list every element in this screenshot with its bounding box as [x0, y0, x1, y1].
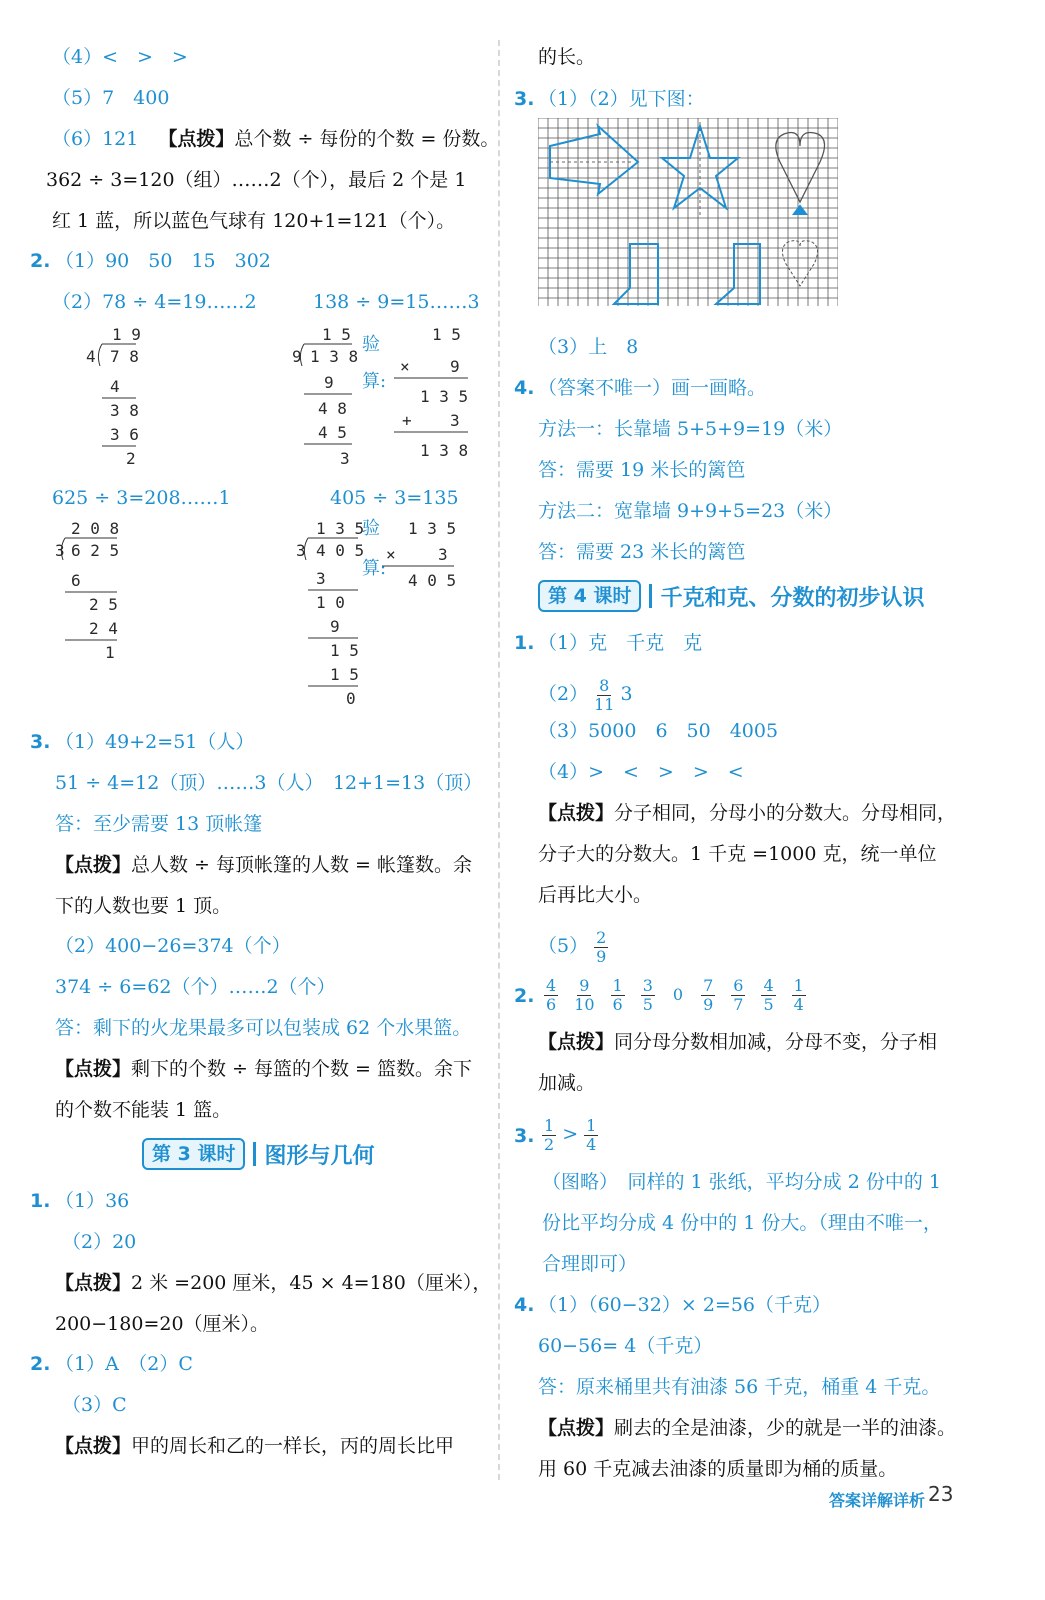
svg-text:×: × [400, 357, 410, 376]
hint-text: 的个数不能装 1 篮。 [55, 1099, 232, 1121]
svg-text:9: 9 [324, 373, 334, 392]
long-division-625-3 [55, 516, 135, 666]
question-number: 2. [30, 1353, 51, 1375]
hint-text: 分子相同，分母小的分数大。分母相同， [614, 802, 957, 824]
answer-line: （1）（2）见下图： [538, 88, 705, 110]
svg-text:4 0 5: 4 0 5 [408, 571, 457, 590]
fraction: $\frac{9}{10}$ [574, 975, 595, 1014]
answer-line: 份比平均分成 4 份中的 1 份大。（理由不唯一， [542, 1212, 942, 1234]
question-number: 4. [514, 1294, 535, 1316]
fraction: $\frac{2}{9}$ [596, 927, 607, 966]
fraction: $\frac{8}{11}$ [594, 675, 615, 714]
answer-line: 625 ÷ 3=208……1 [52, 487, 231, 509]
fraction: $\frac{4}{5}$ [763, 975, 774, 1014]
answer-line: （3）C [62, 1394, 127, 1416]
question-number: 1. [514, 632, 535, 654]
hint-line [538, 801, 956, 825]
hint-line [55, 1271, 491, 1295]
hint-tag: 【点拨】 [55, 1058, 132, 1080]
answer-line: （1）克 千克 克 [538, 632, 703, 654]
svg-text:4 5: 4 5 [318, 423, 347, 442]
answer-line: 答：至少需要 13 顶帐篷 [55, 813, 263, 835]
fraction: $\frac{6}{7}$ [733, 975, 744, 1014]
hint-text: 后再比大小。 [538, 884, 653, 906]
hint-line [55, 1057, 472, 1081]
svg-text:3 6: 3 6 [110, 425, 139, 444]
lesson-title: 图形与几何 [264, 1143, 375, 1169]
hint-tag: 【点拨】 [538, 802, 615, 824]
answer-line: 答：原来桶里共有油漆 56 千克，桶重 4 千克。 [538, 1376, 941, 1398]
answer-line: 60−56= 4（千克） [538, 1335, 713, 1357]
svg-text:+: + [402, 411, 412, 430]
svg-text:3: 3 [438, 545, 448, 564]
lesson-pill: 第 3 课时 [142, 1138, 245, 1170]
answer-line: 方法二：宽靠墙 9+9+5=23（米） [538, 500, 843, 522]
answer-text: （6）121 [52, 128, 139, 150]
hint-text: 200−180=20（厘米）。 [55, 1313, 270, 1335]
fraction: $\frac{1}{6}$ [612, 975, 623, 1014]
svg-text:9: 9 [330, 617, 340, 636]
svg-text:3: 3 [55, 541, 65, 560]
svg-text:1 5: 1 5 [322, 325, 351, 344]
svg-text:6 2 5: 6 2 5 [71, 541, 120, 560]
hint-tag: 【点拨】 [55, 1272, 132, 1294]
hint-text: 总人数 ÷ 每顶帐篷的人数 = 帐篷数。余 [131, 854, 473, 876]
answer-line: （图略） 同样的 1 张纸，平均分成 2 份中的 1 [542, 1171, 941, 1193]
long-division-405-3 [296, 516, 486, 712]
answer-line: （5）7 400 [52, 87, 170, 109]
fraction: 0 [672, 985, 684, 1004]
question-number: 3. [514, 1125, 535, 1147]
check-label: 验 [362, 334, 380, 355]
answer-line [52, 127, 499, 151]
answer-line: 138 ÷ 9=15……3 [313, 291, 480, 313]
grid-figure [538, 118, 838, 306]
svg-text:1 3 8: 1 3 8 [420, 441, 469, 460]
lesson-title: 千克和克、分数的初步认识 [660, 585, 925, 611]
answer-line: 51 ÷ 4=12（顶）……3（人） 12+1=13（顶） [55, 772, 483, 794]
svg-text:1 5: 1 5 [432, 325, 461, 344]
question-number: 3. [30, 731, 51, 753]
figure-shapes [550, 122, 825, 304]
hint-text: 加减。 [538, 1072, 596, 1094]
hint-text: 甲的周长和乙的一样长，丙的周长比甲 [131, 1435, 455, 1457]
svg-text:1 3 5: 1 3 5 [420, 387, 469, 406]
compare-sign: > [562, 1123, 579, 1145]
lesson-pill: 第 4 课时 [538, 580, 641, 612]
fraction: $\frac{1}{2}$ [544, 1115, 555, 1154]
svg-text:1: 1 [105, 643, 115, 662]
lesson-header-4 [538, 580, 924, 612]
hint-tag: 【点拨】 [538, 1417, 615, 1439]
answer-line: 方法一：长靠墙 5+5+9=19（米） [538, 418, 843, 440]
answer-text: 3 [620, 683, 633, 705]
answer-line: （4）< > > [52, 46, 188, 68]
svg-text:9: 9 [450, 357, 460, 376]
answer-line: （4）> < > > < [538, 761, 744, 783]
column-divider [498, 40, 500, 1480]
svg-text:3: 3 [316, 569, 326, 588]
svg-text:1 0: 1 0 [316, 593, 345, 612]
svg-text:4: 4 [110, 377, 120, 396]
hint-text: 的长。 [538, 46, 596, 68]
lesson-separator [649, 584, 652, 608]
lesson-header-3 [142, 1138, 374, 1170]
answer-line: （2）400−26=374（个） [55, 935, 291, 957]
hint-text: 剩下的个数 ÷ 每篮的个数 = 篮数。余下 [131, 1058, 473, 1080]
answer-line: （1）36 [55, 1190, 130, 1212]
fraction: $\frac{3}{5}$ [642, 975, 653, 1014]
footer-label: 答案详解详析 [828, 1491, 925, 1510]
hint-line [538, 1030, 937, 1054]
svg-text:0: 0 [346, 689, 356, 708]
svg-text:6: 6 [71, 571, 81, 590]
answer-line: 答：需要 23 米长的篱笆 [538, 541, 746, 563]
fraction: $\frac{1}{4}$ [586, 1115, 597, 1154]
answer-text: （2） [538, 683, 589, 705]
fraction-list [536, 970, 814, 1019]
svg-text:3: 3 [296, 541, 306, 560]
svg-text:1 3 5: 1 3 5 [316, 519, 365, 538]
fraction: $\frac{1}{4}$ [793, 975, 804, 1014]
svg-text:2: 2 [126, 449, 136, 468]
svg-text:1 5: 1 5 [330, 665, 359, 684]
svg-text:3: 3 [340, 449, 350, 468]
question-number: 4. [514, 377, 535, 399]
hint-text: 用 60 千克减去油漆的质量即为桶的质量。 [538, 1458, 898, 1480]
hint-text: 红 1 蓝，所以蓝色气球有 120+1=121（个）。 [52, 210, 456, 232]
hint-text: 362 ÷ 3=120（组）……2（个），最后 2 个是 1 [46, 169, 467, 191]
question-number: 1. [30, 1190, 51, 1212]
answer-line: （1）49+2=51（人） [55, 731, 255, 753]
answer-line: （3）5000 6 50 4005 [538, 720, 779, 742]
question-number: 2. [30, 250, 51, 272]
hint-text: 总个数 ÷ 每份的个数 = 份数。 [234, 128, 500, 150]
check-label: 算: [362, 371, 387, 392]
svg-text:7 8: 7 8 [110, 347, 139, 366]
fraction: $\frac{7}{9}$ [703, 975, 714, 1014]
hint-text: 下的人数也要 1 顶。 [55, 895, 232, 917]
answer-line: （1）（60−32）× 2=56（千克） [538, 1294, 832, 1316]
long-division-138-9 [290, 322, 490, 472]
hint-line [55, 1434, 454, 1458]
svg-text:3 8: 3 8 [110, 401, 139, 420]
hint-text: 刷去的全是油漆，少的就是一半的油漆。 [614, 1417, 957, 1439]
hint-line [55, 853, 472, 877]
svg-text:4 0 5: 4 0 5 [316, 541, 365, 560]
answer-text: （5） [538, 935, 589, 957]
answer-line [538, 672, 633, 716]
hint-line [538, 1416, 956, 1440]
lesson-separator [253, 1142, 256, 1166]
answer-line: （2）78 ÷ 4=19……2 [52, 291, 257, 313]
answer-line: 合理即可） [542, 1253, 638, 1275]
answer-line: 答：需要 19 米长的篱笆 [538, 459, 746, 481]
svg-text:2 4: 2 4 [89, 619, 118, 638]
svg-text:1 5: 1 5 [330, 641, 359, 660]
question-number: 2. [514, 985, 535, 1007]
svg-text:1 3 5: 1 3 5 [408, 519, 457, 538]
answer-line: （3）上 8 [538, 336, 639, 358]
answer-line: 答：剩下的火龙果最多可以包装成 62 个水果篮。 [55, 1017, 472, 1039]
svg-text:3: 3 [450, 411, 460, 430]
long-division-78-4 [80, 322, 150, 472]
hint-tag: 【点拨】 [55, 854, 132, 876]
answer-line: （1）90 50 15 302 [55, 250, 271, 272]
svg-text:9: 9 [292, 347, 302, 366]
hint-text: 2 米 =200 厘米，45 × 4=180（厘米）， [131, 1272, 492, 1294]
answer-line [538, 924, 614, 968]
svg-text:1 3 8: 1 3 8 [310, 347, 359, 366]
answer-line: （1）A （2）C [55, 1353, 193, 1375]
svg-text:×: × [386, 545, 396, 564]
hint-text: 同分母分数相加减，分母不变，分子相 [614, 1031, 938, 1053]
fraction-compare [536, 1110, 604, 1158]
hint-tag: 【点拨】 [55, 1435, 132, 1457]
svg-text:4: 4 [86, 347, 96, 366]
svg-text:4 8: 4 8 [318, 399, 347, 418]
svg-text:2 0 8: 2 0 8 [71, 519, 120, 538]
answer-line: 405 ÷ 3=135 [330, 487, 459, 509]
check-label: 验 [362, 518, 380, 539]
hint-tag: 【点拨】 [538, 1031, 615, 1053]
answer-line: （2）20 [62, 1231, 137, 1253]
hint-text: 分子大的分数大。1 千克 =1000 克，统一单位 [538, 843, 937, 865]
fraction: $\frac{4}{6}$ [546, 975, 557, 1014]
check-label: 算: [362, 558, 387, 579]
page-number: 23 [928, 1482, 954, 1506]
question-number: 3. [514, 88, 535, 110]
svg-text:1 9: 1 9 [112, 325, 141, 344]
answer-line: （答案不唯一）画一画略。 [538, 377, 767, 399]
svg-text:2 5: 2 5 [89, 595, 118, 614]
answer-line: 374 ÷ 6=62（个）……2（个） [55, 976, 336, 998]
hint-tag: 【点拨】 [158, 128, 235, 150]
